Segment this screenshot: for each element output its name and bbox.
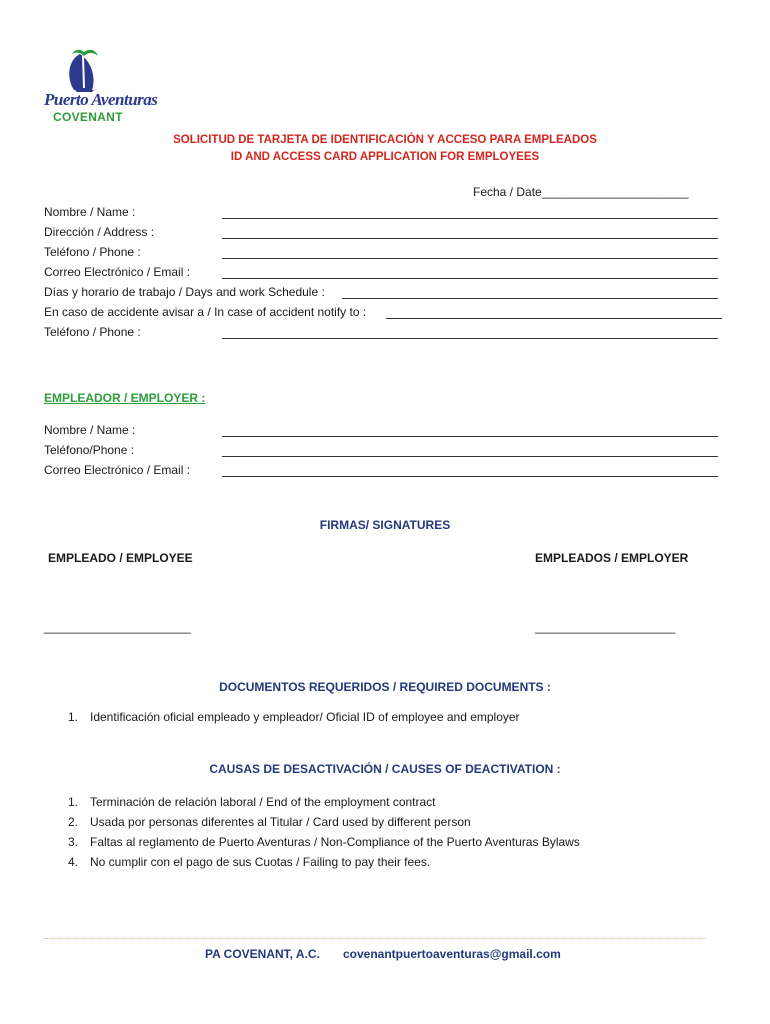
list-number: 4. [68,855,79,869]
employee-name-label: Nombre / Name : [44,205,136,219]
employer-email-line[interactable] [222,476,718,477]
date-field[interactable]: Fecha / Date______________________ [473,185,689,199]
deactivation-cause-text: Usada por personas diferentes al Titular / Card used by different person [90,815,471,829]
deactivation-cause-item [68,835,580,849]
employee-email-line[interactable] [222,278,718,279]
employer-signature-label: EMPLEADOS / EMPLOYER [535,551,689,565]
employee-signature-label: EMPLEADO / EMPLOYEE [48,551,193,565]
list-number: 3. [68,835,79,849]
employer-email-label: Correo Electrónico / Email : [44,463,191,477]
logo-subtitle: COVENANT [53,110,123,124]
employee-name-line[interactable] [222,218,718,219]
employee-signature-line[interactable]: ______________________ [44,620,191,634]
signatures-title: FIRMAS/ SIGNATURES [319,518,451,532]
deactivation-cause-text: Faltas al reglamento de Puerto Aventuras / Non-Compliance of the Puerto Aventuras Bylaws [90,835,580,849]
emergency-phone-label: Teléfono / Phone : [44,325,141,339]
deactivation-cause-item [68,815,471,829]
employer-section-title: EMPLEADOR / EMPLOYER : [44,391,206,405]
list-number: 2. [68,815,79,829]
list-number: 1. [68,795,79,809]
employer-phone-line[interactable] [222,456,718,457]
employer-phone-label: Teléfono/Phone : [44,443,135,457]
required-documents-title: DOCUMENTOS REQUERIDOS / REQUIRED DOCUMENTS : [219,680,551,694]
employee-address-line[interactable] [222,238,718,239]
employee-address-label: Dirección / Address : [44,225,155,239]
employer-name-label: Nombre / Name : [44,423,136,437]
work-schedule-line[interactable] [342,298,718,299]
deactivation-cause-item [68,795,436,809]
list-number: 1. [68,710,79,724]
deactivation-causes-title: CAUSAS DE DESACTIVACIÓN / CAUSES OF DEACTIVATION : [209,762,561,776]
footer-organization: PA COVENANT, A.C. [205,947,320,961]
employee-phone-label: Teléfono / Phone : [44,245,141,259]
employer-name-line[interactable] [222,436,718,437]
emergency-contact-line[interactable] [386,318,722,319]
required-document-text: Identificación oficial empleado y empleador/ Oficial ID of employee and employer [90,710,520,724]
deactivation-cause-item [68,855,430,869]
form-title-en: ID AND ACCESS CARD APPLICATION FOR EMPLOYEES [230,151,540,163]
employer-signature-line[interactable]: _____________________ [535,620,676,634]
required-document-item [68,710,520,724]
logo-wordmark: Puerto Aventuras [44,90,158,109]
footer-email[interactable]: covenantpuertoaventuras@gmail.com [343,947,561,961]
employee-phone-line[interactable] [222,258,718,259]
employee-email-label: Correo Electrónico / Email : [44,265,191,279]
form-title-es: SOLICITUD DE TARJETA DE IDENTIFICACIÓN Y ACCESO PARA EMPLEADOS [173,134,597,146]
footer-divider [44,938,706,939]
work-schedule-label: Días y horario de trabajo / Days and work Schedule : [44,285,325,299]
deactivation-cause-text: Terminación de relación laboral / End of the employment contract [90,795,436,809]
emergency-contact-label: En caso de accidente avisar a / In case of accident notify to : [44,305,367,319]
emergency-phone-line[interactable] [222,338,718,339]
deactivation-cause-text: No cumplir con el pago de sus Cuotas / Failing to pay their fees. [90,855,431,869]
